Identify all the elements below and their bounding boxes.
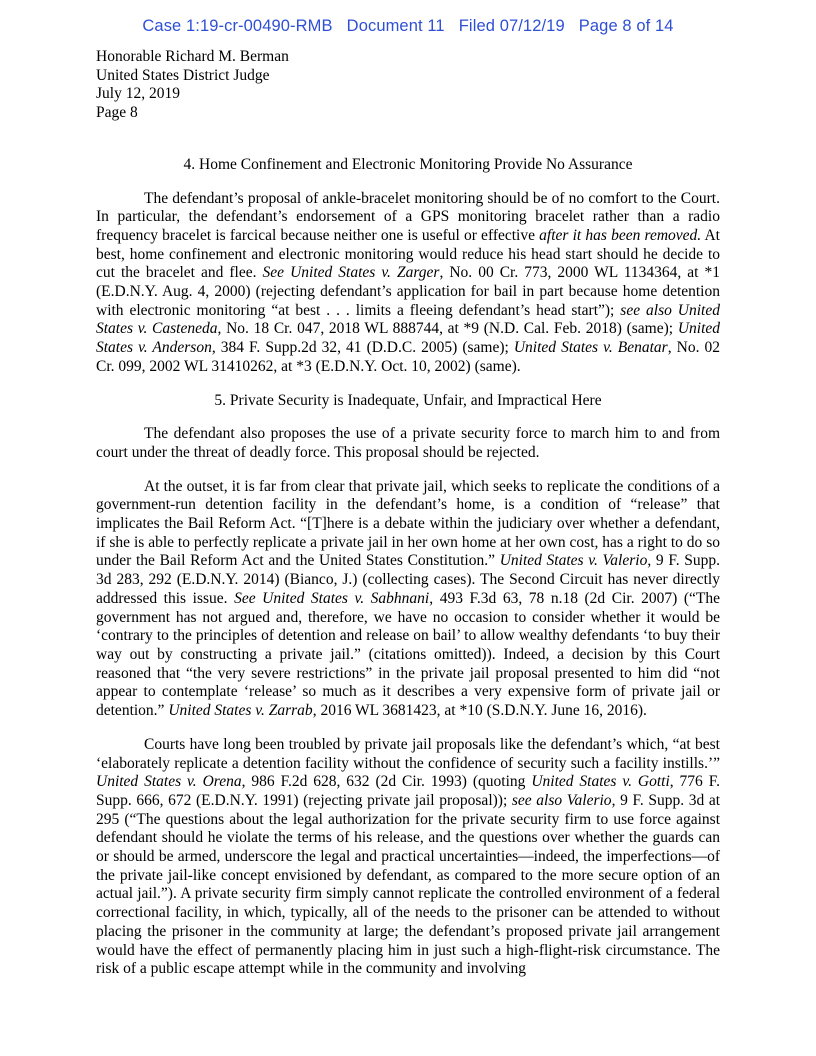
section-5-heading: 5. Private Security is Inadequate, Unfair, and Impractical Here [214, 391, 602, 409]
page-number: Page 8 [96, 104, 138, 122]
addressee-block [96, 48, 720, 123]
letter-page [96, 48, 720, 979]
section-4-heading: 4. Home Confinement and Electronic Monitoring Provide No Assurance [183, 155, 633, 173]
filed-date: Filed 07/12/19 [458, 17, 565, 35]
paragraph-private-jail-release: At the outset, it is far from clear that private jail, which seeks to replicate the conditions of a government-run detention facility in the defendant’s home, is a condition of “release” that implicates the Bail Reform Act. “[T]here is a debate within the judiciary over whether a defendant, if she is able to perfectly replicate a private jail in her own home at her own cost, has a right to do so under the Bail Reform Act and the United States Constitution.” United States v. Valerio, 9 F. Supp. 3d 283, 292 (E.D.N.Y. 2014) (Bianco, J.) (collecting cases). The Second Circuit has never directly addressed this issue. See United States v. Sabhnani, 493 F.3d 63, 78 n.18 (2d Cir. 2007) (“The government has not argued and, therefore, we have no occasion to consider whether it would be ‘contrary to the principles of detention and release on bail’ to allow wealthy defendants ‘to buy their way out by constructing a private jail.” (citations omitted)). Indeed, a decision by this Court reasoned that “the very severe restrictions” in the private jail proposal presented to him did “not appear to contemplate ‘release’ so much as it describes a very expensive form of private jail or detention.” United States v. Zarrab, 2016 WL 3681423, at *10 (S.D.N.Y. June 16, 2016). [96, 477, 721, 720]
ecf-filing-header [0, 17, 816, 36]
paragraph-home-confinement: The defendant’s proposal of ankle-bracelet monitoring should be of no comfort to the Court. In particular, the defendant’s endorsement of a GPS monitoring bracelet rather than a radio frequency bracelet is farcical because neither one is useful or effective after it has been removed. At best, home confinement and electronic monitoring would reduce his head start should he decide to cut the bracelet and flee. See United States v. Zarger, No. 00 Cr. 773, 2000 WL 1134364, at *1 (E.D.N.Y. Aug. 4, 2000) (rejecting defendant’s application for bail in part because home detention with electronic monitoring “at best . . . limits a fleeing defendant’s head start”); see also United States v. Casteneda, No. 18 Cr. 047, 2018 WL 888744, at *9 (N.D. Cal. Feb. 2018) (same); United States v. Anderson, 384 F. Supp.2d 32, 41 (D.D.C. 2005) (same); United States v. Benatar, No. 02 Cr. 099, 2002 WL 31410262, at *3 (E.D.N.Y. Oct. 10, 2002) (same). [96, 189, 720, 375]
paragraph-courts-troubled: Courts have long been troubled by private jail proposals like the defendant’s which, “at best ‘elaborately replicate a detention facility without the confidence of security such a facility instills.’” United States v. Orena, 986 F.2d 628, 632 (2d Cir. 1993) (quoting United States v. Gotti, 776 F. Supp. 666, 672 (E.D.N.Y. 1991) (rejecting private jail proposal)); see also Valerio, 9 F. Supp. 3d at 295 (“The questions about the legal authorization for the private security firm to use force against defendant should he violate the terms of his release, and the questions over whether the guards can or should be armed, underscore the legal and practical uncertainties—indeed, the imperfections—of the private jail-like concept envisioned by defendant, as compared to the more secure option of an actual jail.”). A private security firm simply cannot replicate the controlled environment of a federal correctional facility, in which, typically, all of the needs to the prisoner can be attended to without placing the prisoner in the community at large; the defendant’s proposed private jail arrangement would have the effect of permanently placing him in just such a high-flight-risk circumstance. The risk of a public escape attempt while in the community and involving [96, 735, 721, 978]
letter-date: July 12, 2019 [96, 85, 180, 103]
page-count: Page 8 of 14 [578, 17, 674, 35]
addressee-title: United States District Judge [96, 66, 270, 84]
addressee-name: Honorable Richard M. Berman [96, 48, 289, 65]
document-number: Document 11 [346, 17, 445, 35]
paragraph-private-security-proposal: The defendant also proposes the use of a private security force to march him to and from court under the threat of deadly force. This proposal should be rejected. [96, 425, 720, 461]
case-number: Case 1:19-cr-00490-RMB [142, 17, 333, 35]
